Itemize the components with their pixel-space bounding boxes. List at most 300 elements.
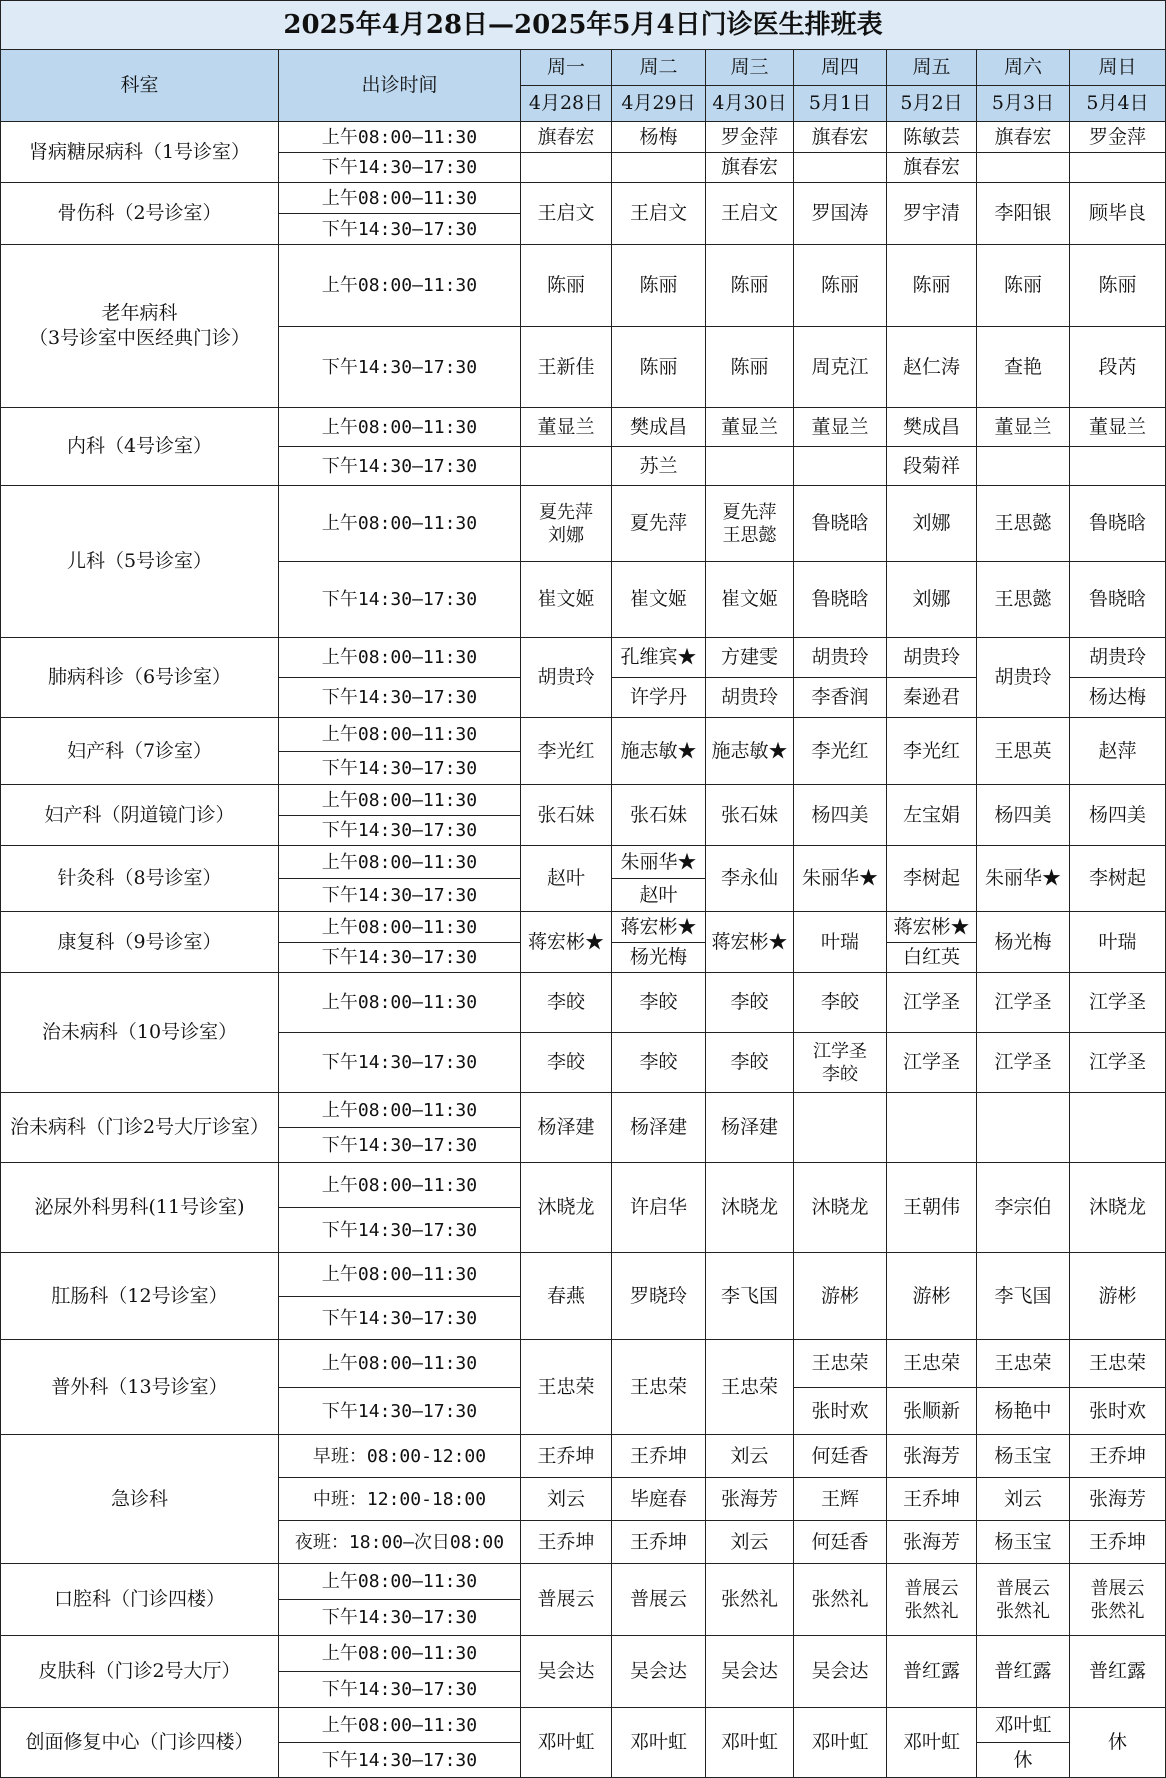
cell-text: 下午14:30—17:30 — [321, 884, 478, 906]
cell-text: 樊成昌 — [629, 415, 687, 438]
doctor-cell — [612, 153, 706, 183]
doctor-cell — [887, 1253, 977, 1340]
cell-text: 王忠荣 — [1088, 1352, 1146, 1374]
doctor-cell — [887, 638, 977, 678]
doctor-cell — [794, 153, 887, 183]
cell-text: 胡贵玲 — [537, 666, 595, 688]
schedule-title: 2025年4月28日—2025年5月4日门诊医生排班表 — [0, 0, 1166, 50]
doctor-cell — [887, 447, 977, 486]
doctor-cell — [977, 1253, 1070, 1340]
cell-text: 普展云 — [537, 1588, 595, 1610]
cell-text: 孔维宾★ — [620, 646, 697, 668]
doctor-cell — [612, 1708, 706, 1778]
cell-text: 张海芳 — [902, 1444, 960, 1467]
doctor-cell — [794, 912, 887, 973]
doctor-cell — [521, 1478, 612, 1521]
cell-text: 上午08:00—11:30 — [321, 1264, 478, 1285]
cell-text: 鲁晓晗 — [811, 588, 869, 610]
doctor-cell — [977, 1521, 1070, 1564]
cell-text: 下午14:30—17:30 — [321, 1307, 478, 1329]
pm-time — [279, 752, 521, 785]
doctor-cell — [1070, 1478, 1166, 1521]
cell-text: 王乔坤 — [1088, 1530, 1146, 1553]
pm-time — [279, 1600, 521, 1636]
doctor-cell — [612, 1564, 706, 1636]
doctor-cell — [1070, 912, 1166, 973]
cell-text: 张时欢 — [811, 1399, 869, 1422]
cell-text: 周二 — [639, 56, 678, 78]
cell-text: 刘云 — [730, 1444, 769, 1467]
doctor-cell — [977, 785, 1070, 846]
doctor-cell — [706, 785, 794, 846]
cell-text: 张然礼 — [904, 1600, 959, 1622]
doctor-cell — [1070, 1708, 1166, 1778]
cell-text: 上午08:00—11:30 — [321, 1174, 478, 1196]
cell-text: 下午14:30—17:30 — [321, 455, 478, 477]
doctor-cell — [887, 1093, 977, 1163]
cell-text: 沐晓龙 — [811, 1196, 869, 1218]
pm-time — [279, 879, 521, 912]
doctor-cell — [887, 678, 977, 718]
cell-text: 沐晓龙 — [720, 1196, 778, 1218]
cell-text: 杨梅 — [639, 125, 678, 148]
am-time — [279, 973, 521, 1033]
doctor-cell — [706, 122, 794, 153]
department-name — [0, 1435, 279, 1564]
doctor-cell — [1070, 183, 1166, 245]
am-time — [279, 1636, 521, 1672]
cell-text: 游彬 — [912, 1284, 951, 1307]
doctor-cell — [794, 1708, 887, 1778]
doctor-cell — [706, 1636, 794, 1708]
cell-text: 上午08:00—11:30 — [321, 851, 478, 873]
doctor-cell — [1070, 638, 1166, 678]
doctor-cell — [794, 1340, 887, 1388]
cell-text: 周四 — [820, 56, 859, 78]
doctor-cell — [521, 408, 612, 447]
cell-text: 陈丽 — [730, 274, 769, 296]
doctor-cell — [977, 1564, 1070, 1636]
cell-text: 陈丽 — [1098, 274, 1137, 296]
cell-text: 罗宇清 — [902, 202, 960, 224]
department-name — [0, 1636, 279, 1708]
cell-text: 何廷香 — [811, 1530, 869, 1553]
cell-text: 5月2日 — [900, 92, 963, 114]
cell-text: 朱丽华★ — [620, 850, 697, 873]
cell-text: 陈丽 — [546, 274, 585, 296]
doctor-cell — [612, 1478, 706, 1521]
cell-text: 康复科（9号诊室） — [57, 930, 222, 953]
doctor-cell — [612, 1435, 706, 1478]
cell-text: 夜班：18:00—次日08:00 — [294, 1531, 505, 1553]
doctor-cell — [794, 718, 887, 785]
cell-text: 李阳银 — [994, 202, 1052, 224]
cell-text: 口腔科（门诊四楼） — [53, 1588, 225, 1610]
cell-text: 王启文 — [629, 202, 687, 224]
doctor-cell — [521, 1636, 612, 1708]
doctor-cell — [521, 1564, 612, 1636]
doctor-cell — [521, 562, 612, 638]
cell-text: 李永仙 — [720, 867, 778, 889]
doctor-cell — [794, 1521, 887, 1564]
cell-text: 杨玉宝 — [994, 1444, 1052, 1467]
date-header — [521, 86, 612, 122]
doctor-cell — [794, 1163, 887, 1253]
doctor-cell — [1070, 678, 1166, 718]
doctor-cell — [521, 447, 612, 486]
cell-text: 休 — [1013, 1748, 1033, 1771]
cell-text: 上午08:00—11:30 — [321, 789, 478, 811]
cell-text: 上午08:00—11:30 — [321, 275, 478, 296]
doctor-cell — [612, 447, 706, 486]
cell-text: 王忠荣 — [537, 1375, 595, 1398]
cell-text: 科室 — [120, 74, 159, 96]
am-time — [279, 486, 521, 562]
pm-time — [279, 562, 521, 638]
doctor-cell — [887, 1163, 977, 1253]
doctor-cell — [706, 1093, 794, 1163]
cell-text: 王乔坤 — [537, 1530, 595, 1553]
department-name — [0, 1708, 279, 1778]
doctor-cell — [521, 1093, 612, 1163]
cell-text: （3号诊室中医经典门诊） — [28, 327, 251, 349]
cell-text: 王思懿 — [994, 588, 1052, 610]
cell-text: 王思懿 — [722, 524, 777, 546]
cell-text: 崔文姬 — [537, 588, 595, 610]
pm-time — [279, 943, 521, 973]
cell-text: 杨艳中 — [994, 1399, 1052, 1422]
am-time — [279, 846, 521, 879]
cell-text: 下午14:30—17:30 — [321, 1749, 478, 1771]
cell-text: 肛肠科（12号诊室） — [51, 1284, 228, 1307]
doctor-cell — [1070, 785, 1166, 846]
cell-text: 张顺新 — [902, 1399, 960, 1422]
cell-text: 施志敏★ — [711, 739, 788, 762]
cell-text: 王忠荣 — [629, 1375, 687, 1398]
cell-text: 董显兰 — [720, 415, 778, 438]
doctor-cell — [887, 1340, 977, 1388]
am-time — [279, 1708, 521, 1743]
cell-text: 旗春宏 — [720, 156, 778, 178]
cell-text: 罗晓玲 — [629, 1284, 687, 1307]
cell-text: 王忠荣 — [720, 1375, 778, 1398]
cell-text: 江学圣 — [902, 991, 960, 1013]
cell-text: 泌尿外科男科(11号诊室) — [34, 1196, 245, 1218]
cell-text: 上午08:00—11:30 — [321, 647, 478, 668]
cell-text: 刘娜 — [548, 524, 584, 546]
cell-text: 董显兰 — [811, 415, 869, 438]
doctor-cell — [706, 1521, 794, 1564]
cell-text: 江学圣 — [902, 1051, 960, 1073]
cell-text: 骨伤科（2号诊室） — [57, 202, 222, 224]
cell-text: 张海芳 — [902, 1530, 960, 1553]
department-name — [0, 408, 279, 486]
cell-text: 鲁晓晗 — [1088, 588, 1146, 610]
cell-text: 王启文 — [720, 202, 778, 224]
cell-text: 左宝娟 — [902, 803, 960, 826]
cell-text: 普展云 — [1090, 1577, 1145, 1599]
cell-text: 施志敏★ — [620, 739, 697, 762]
doctor-cell — [977, 1636, 1070, 1708]
department-name — [0, 912, 279, 973]
doctor-cell — [706, 447, 794, 486]
cell-text: 周六 — [1003, 56, 1042, 78]
cell-text: 胡贵玲 — [1088, 646, 1146, 668]
cell-text: 方建雯 — [720, 646, 778, 668]
cell-text: 妇产科（阴道镜门诊） — [44, 803, 235, 826]
doctor-cell — [794, 122, 887, 153]
cell-text: 查艳 — [1003, 355, 1042, 378]
cell-text: 周克江 — [811, 355, 869, 378]
cell-text: 蒋宏彬★ — [711, 930, 788, 953]
doctor-cell — [977, 153, 1070, 183]
cell-text: 陈丽 — [639, 355, 678, 378]
cell-text: 儿科（5号诊室） — [66, 550, 213, 572]
cell-text: 鲁晓晗 — [1088, 512, 1146, 534]
cell-text: 上午08:00—11:30 — [321, 1353, 478, 1374]
cell-text: 李皎 — [730, 1051, 769, 1073]
doctor-cell — [887, 912, 977, 943]
doctor-cell — [794, 1564, 887, 1636]
cell-text: 吴会达 — [629, 1660, 687, 1682]
cell-text: 顾毕良 — [1088, 202, 1146, 224]
doctor-cell — [794, 486, 887, 562]
weekday-header — [977, 50, 1070, 86]
cell-text: 崔文姬 — [720, 588, 778, 610]
cell-text: 老年病科 — [101, 302, 178, 324]
doctor-cell — [1070, 1388, 1166, 1435]
cell-text: 下午14:30—17:30 — [321, 687, 478, 708]
doctor-cell — [612, 122, 706, 153]
cell-text: 李皎 — [639, 1051, 678, 1073]
doctor-cell — [1070, 1564, 1166, 1636]
cell-text: 李皎 — [639, 991, 678, 1013]
cell-text: 杨四美 — [1088, 803, 1146, 826]
doctor-cell — [612, 718, 706, 785]
department-name — [0, 1564, 279, 1636]
cell-text: 5月3日 — [991, 92, 1055, 114]
cell-text: 杨达梅 — [1088, 686, 1146, 708]
cell-text: 赵萍 — [1098, 739, 1137, 762]
doctor-cell — [887, 973, 977, 1033]
cell-text: 旗春宏 — [537, 125, 595, 148]
cell-text: 邓叶虹 — [811, 1731, 869, 1753]
doctor-cell — [612, 943, 706, 973]
cell-text: 4月30日 — [712, 92, 787, 114]
cell-text: 上午08:00—11:30 — [321, 416, 478, 438]
doctor-cell — [1070, 486, 1166, 562]
cell-text: 下午14:30—17:30 — [321, 157, 478, 178]
cell-text: 罗金萍 — [1088, 125, 1146, 148]
cell-text: 王思英 — [994, 739, 1052, 762]
cell-text: 王朝伟 — [902, 1196, 960, 1218]
doctor-cell — [977, 1708, 1070, 1743]
doctor-cell — [794, 973, 887, 1033]
cell-text: 李香润 — [811, 686, 869, 708]
cell-text: 沐晓龙 — [537, 1196, 595, 1218]
doctor-cell — [977, 1093, 1070, 1163]
cell-text: 上午08:00—11:30 — [321, 1643, 478, 1664]
cell-text: 普外科（13号诊室） — [51, 1375, 228, 1398]
doctor-cell — [977, 1388, 1070, 1435]
doctor-cell — [521, 912, 612, 973]
am-time — [279, 785, 521, 816]
cell-text: 肺病科诊（6号诊室） — [47, 666, 232, 688]
date-header — [794, 86, 887, 122]
doctor-cell — [612, 562, 706, 638]
cell-text: 下午14:30—17:30 — [321, 1134, 478, 1156]
cell-text: 李宗伯 — [994, 1196, 1052, 1218]
doctor-cell — [794, 245, 887, 327]
doctor-cell — [612, 912, 706, 943]
doctor-cell — [706, 678, 794, 718]
doctor-cell — [706, 1033, 794, 1093]
doctor-cell — [977, 1478, 1070, 1521]
cell-text: 董显兰 — [1088, 415, 1146, 438]
cell-text: 下午14:30—17:30 — [321, 1607, 478, 1628]
cell-text: 叶瑞 — [1098, 930, 1137, 953]
cell-text: 治未病科（10号诊室） — [41, 1021, 238, 1043]
department-name — [0, 846, 279, 912]
doctor-cell — [612, 785, 706, 846]
doctor-cell — [977, 1340, 1070, 1388]
cell-text: 杨泽建 — [629, 1116, 687, 1138]
doctor-cell — [977, 183, 1070, 245]
doctor-cell — [706, 846, 794, 912]
cell-text: 上午08:00—11:30 — [321, 992, 478, 1013]
doctor-cell — [887, 1033, 977, 1093]
cell-text: 李树起 — [1088, 867, 1146, 889]
doctor-cell — [1070, 447, 1166, 486]
doctor-cell — [977, 486, 1070, 562]
doctor-cell — [706, 153, 794, 183]
cell-text: 江学圣 — [813, 1040, 867, 1062]
doctor-cell — [1070, 1033, 1166, 1093]
cell-text: 上午08:00—11:30 — [321, 1714, 478, 1736]
weekday-header — [1070, 50, 1166, 86]
cell-text: 王新佳 — [537, 355, 595, 378]
cell-text: 5月1日 — [808, 92, 872, 114]
doctor-cell — [977, 408, 1070, 447]
doctor-cell — [612, 879, 706, 912]
cell-text: 普红露 — [902, 1660, 960, 1682]
doctor-cell — [706, 1708, 794, 1778]
cell-text: 休 — [1107, 1731, 1127, 1753]
cell-text: 蒋宏彬★ — [527, 930, 604, 953]
pm-time — [279, 447, 521, 486]
cell-text: 普红露 — [1088, 1660, 1146, 1682]
cell-text: 邓叶虹 — [902, 1731, 960, 1753]
doctor-cell — [521, 153, 612, 183]
cell-text: 段菊祥 — [902, 454, 960, 477]
doctor-cell — [794, 846, 887, 912]
doctor-cell — [612, 1340, 706, 1435]
doctor-cell — [977, 562, 1070, 638]
cell-text: 王启文 — [537, 202, 595, 224]
cell-text: 秦逊君 — [902, 686, 960, 708]
cell-text: 李飞国 — [994, 1284, 1052, 1307]
doctor-cell — [521, 1435, 612, 1478]
doctor-cell — [887, 1478, 977, 1521]
cell-text: 张海芳 — [720, 1487, 778, 1510]
doctor-cell — [977, 1033, 1070, 1093]
doctor-cell — [794, 1388, 887, 1435]
cell-text: 张然礼 — [1090, 1600, 1145, 1622]
cell-text: 江学圣 — [1088, 991, 1146, 1013]
department-name — [0, 486, 279, 638]
doctor-cell — [612, 327, 706, 408]
doctor-cell — [521, 785, 612, 846]
cell-text: 李皎 — [730, 991, 769, 1013]
date-header — [887, 86, 977, 122]
doctor-cell — [706, 638, 794, 678]
doctor-cell — [706, 1163, 794, 1253]
cell-text: 王思懿 — [994, 512, 1052, 534]
cell-text: 张石妹 — [720, 803, 778, 826]
doctor-cell — [1070, 718, 1166, 785]
doctor-cell — [1070, 245, 1166, 327]
cell-text: 江学圣 — [1088, 1051, 1146, 1073]
cell-text: 胡贵玲 — [811, 646, 869, 668]
doctor-cell — [977, 122, 1070, 153]
cell-text: 董显兰 — [994, 415, 1052, 438]
department-name — [0, 1093, 279, 1163]
cell-text: 周一 — [546, 56, 585, 78]
cell-text: 针灸科（8号诊室） — [57, 867, 222, 889]
doctor-cell — [1070, 327, 1166, 408]
doctor-cell — [977, 327, 1070, 408]
cell-text: 肾病糖尿病科（1号诊室） — [28, 140, 251, 163]
pm-time — [279, 1033, 521, 1093]
pm-time — [279, 1388, 521, 1435]
doctor-cell — [887, 122, 977, 153]
am-time — [279, 245, 521, 327]
cell-text: 杨光梅 — [629, 946, 687, 968]
doctor-cell — [706, 486, 794, 562]
cell-text: 出诊时间 — [361, 74, 438, 96]
doctor-cell — [1070, 153, 1166, 183]
cell-text: 下午14:30—17:30 — [321, 1219, 478, 1241]
cell-text: 陈丽 — [730, 355, 769, 378]
cell-text: 杨四美 — [994, 803, 1052, 826]
cell-text: 李飞国 — [720, 1284, 778, 1307]
doctor-cell — [794, 678, 887, 718]
doctor-cell — [887, 1435, 977, 1478]
cell-text: 刘云 — [1003, 1487, 1042, 1510]
am-time — [279, 1163, 521, 1208]
cell-text: 赵叶 — [546, 867, 585, 889]
cell-text: 陈丽 — [1003, 274, 1042, 296]
cell-text: 下午14:30—17:30 — [321, 1679, 478, 1700]
cell-text: 蒋宏彬★ — [893, 915, 970, 938]
cell-text: 赵仁涛 — [902, 355, 960, 378]
doctor-cell — [977, 718, 1070, 785]
doctor-cell — [521, 245, 612, 327]
cell-text: 王乔坤 — [629, 1444, 687, 1467]
doctor-cell — [1070, 408, 1166, 447]
doctor-cell — [521, 327, 612, 408]
doctor-cell — [887, 183, 977, 245]
doctor-cell — [706, 562, 794, 638]
doctor-cell — [521, 1253, 612, 1340]
doctor-cell — [521, 122, 612, 153]
weekday-header — [521, 50, 612, 86]
cell-text: 邓叶虹 — [994, 1713, 1052, 1736]
cell-text: 普红露 — [994, 1660, 1052, 1682]
cell-text: 罗国涛 — [811, 202, 869, 224]
pm-time — [279, 678, 521, 718]
cell-text: 周三 — [730, 56, 769, 78]
